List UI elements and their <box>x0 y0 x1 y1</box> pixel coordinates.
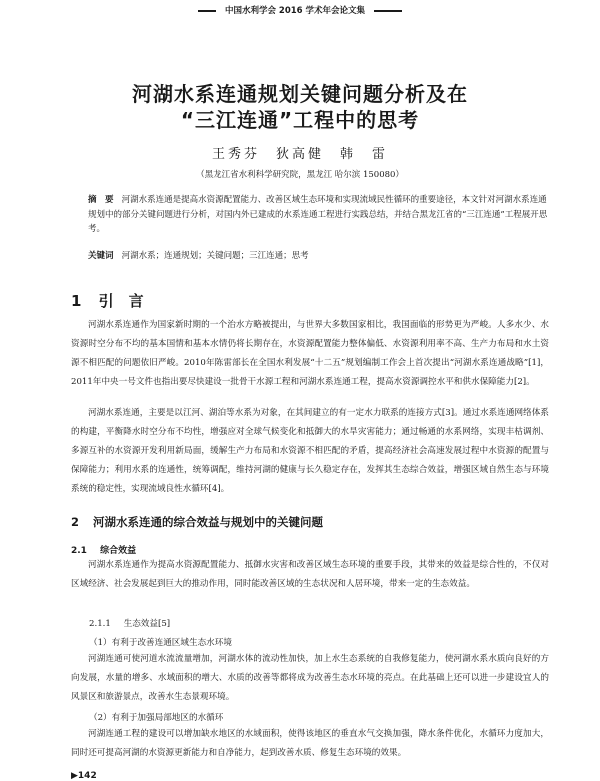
section-2-heading <box>71 514 323 530</box>
subsection-2-1-title: 综合效益 <box>100 546 137 556</box>
abstract-text: 河湖水系连通是提高水资源配置能力、改善区域生态环境和实现流域民性循环的重要途径，本文针对河湖水系连通规划中的部分关键问题进行分析，对国内外已建成的水系连通工程进行实践总结，并结合黑龙江省的“三江连通”工程展开思考。 <box>88 195 548 234</box>
section-1-title: 引 言 <box>98 292 144 310</box>
subsection-2-1-1-number: 2.1.1 <box>89 619 111 629</box>
journal-name: 中国水利学会 2016 学术年会论文集 <box>224 6 366 16</box>
section-1-paragraph-2: 河湖水系连通，主要是以江河、湖泊等水系为对象，在其间建立的有一定水力联系的连接方式[3]。通过水系连通网络体系的构建，平衡降水时空分布不均性，增强应对全球气候变化和抵御大的水旱灾害能力；通过畅通的水系网络，实现丰枯调剂、多源互补的水资源开发利用新局面，缓解生产力布局和水资源不相匹配的矛盾，提高经济社会高速发展过程中水资源的配置与保障能力；利用水系的连通性，统筹调配，维持河湖的健康与长久稳定存在，发挥其生态综合效益，增强区域自然生态与环境系统的稳定性，实现流域良性水循环[4]。 <box>71 408 549 494</box>
affiliation: （黑龙江省水利科学研究院，黑龙江 哈尔滨 150080） <box>196 170 404 180</box>
subsection-2-1-heading <box>71 543 136 556</box>
section-2-number: 2 <box>71 515 80 529</box>
subsection-2-1-paragraph-1: 河湖水系连通作为提高水资源配置能力、抵御水灾害和改善区域生态环境的重要手段，其带来的效益是综合性的，不仅对区域经济、社会发展起到巨大的推动作用，同时能改善区域的生态状况和人居环境，带来一定的生态效益。 <box>71 560 549 589</box>
header-rule-left <box>198 10 216 12</box>
section-1-paragraph-1: 河湖水系连通作为国家新时期的一个治水方略被提出，与世界大多数国家相比，我国面临的形势更为严峻。人多水少、水资源时空分布不均的基本国情和基本水情仍将长期存在，水资源配置能力整体偏低、水资源利用率不高、生产力布局和水土资源不相匹配的问题依旧严峻。2010年陈雷部长在全国水利发展“十二五”规划编制工作会上首次提出“河湖水系连通战略”[1]，2011年中央一号文件也指出要尽快建设一批骨干水源工程和河湖水系连通工程，提高水资源调控水平和供水保障能力[2]。 <box>71 320 549 387</box>
author-list: 王秀芬 狄高健 韩 雷 <box>211 147 388 162</box>
subsection-2-1-1-paragraph-2: 河湖连通工程的建设可以增加缺水地区的水域面积，使得该地区的垂直水气交换加强，降水条件优化，水循环力度加大，同时还可提高河湖的水资源更新能力和自净能力，起到改善水质、修复生态环境的效果。 <box>71 729 549 758</box>
keywords-label: 关键词 <box>88 251 114 261</box>
subsection-2-1-1-title: 生态效益[5] <box>123 619 171 629</box>
subsection-2-1-1-paragraph-1: 河湖连通可使河道水流流量增加，河湖水体的流动性加快，加上水生态系统的自我修复能力，使河湖水系水质向良好的方向发展，水量的增多、水域面积的增大、水质的改善等都将成为改善生态水环境的亮点。在此基础上还可以进一步建设宜人的风景区和旅游景点，改善水生态景观环境。 <box>71 654 549 702</box>
abstract-label: 摘 要 <box>88 195 114 205</box>
section-1-number: 1 <box>71 292 82 310</box>
keywords-text: 河湖水系；连通规划；关键问题；三江连通；思考 <box>121 251 309 261</box>
abstract-block <box>88 193 548 237</box>
list-item-1: （1）有利于改善连通区域生态水环境 <box>89 638 232 648</box>
list-item-2: （2）有利于加强局部地区的水循环 <box>89 713 224 723</box>
title-line-1: 河湖水系连通规划关键问题分析及在 <box>132 82 468 106</box>
running-header <box>0 4 600 16</box>
keywords-block <box>88 249 548 264</box>
section-1-heading <box>71 290 144 311</box>
subsection-2-1-1-heading <box>89 617 170 629</box>
title-line-2: “三江连通”工程中的思考 <box>180 108 420 132</box>
subsection-2-1-number: 2.1 <box>71 546 87 556</box>
section-2-title: 河湖水系连通的综合效益与规划中的关键问题 <box>93 515 324 529</box>
header-rule-right <box>374 10 402 12</box>
page-number: ▶142 <box>71 771 97 781</box>
